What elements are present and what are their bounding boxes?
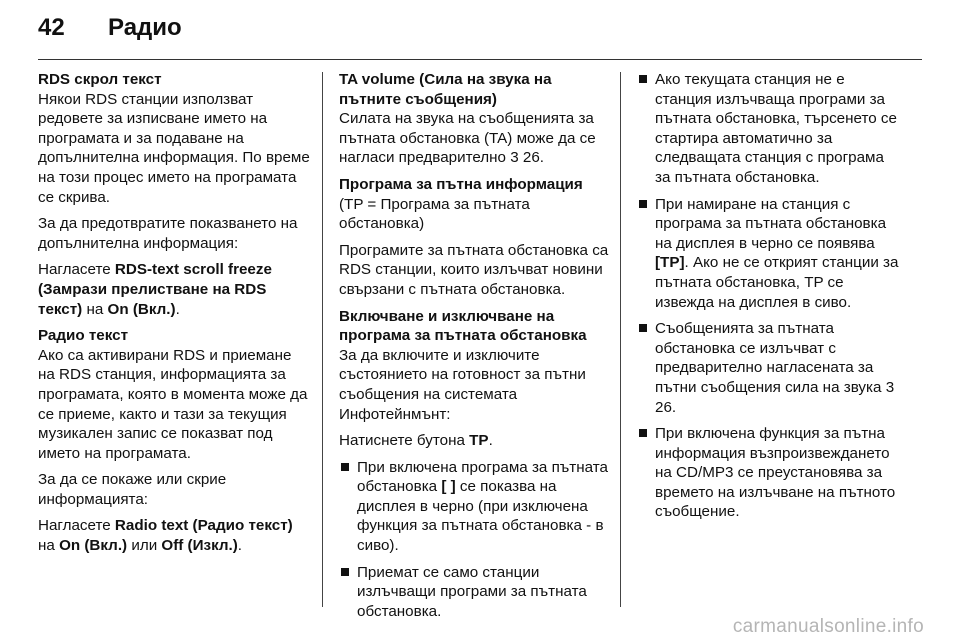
tp-button-instruction: Натиснете бутона TP. — [339, 432, 493, 450]
prevent-info-text: За да предотвратите показването на допълнителна информация: — [38, 215, 298, 252]
tp-toggle-section — [339, 307, 611, 425]
rds-scroll-section — [38, 70, 310, 207]
ta-volume-heading: TA volume (Сила на звука на пътните съобщения) — [339, 71, 552, 108]
bullet-square-icon — [639, 75, 647, 83]
tp-heading: Програма за пътна информация — [339, 175, 583, 193]
page-reference-icon: 3 — [510, 149, 519, 167]
radio-text-heading: Радио текст — [38, 327, 129, 345]
column-divider-2 — [620, 72, 621, 607]
column-3 — [637, 70, 903, 529]
tp-bullet-list-continued — [637, 70, 903, 522]
ta-volume-section: TA volume (Сила на звука на пътните съобщения) Силата на звука на съобщенията за пътната обстановка (TA) може да се нагласи предварително 3 26. — [339, 70, 611, 168]
section-title: Радио — [108, 14, 182, 41]
page-number: 42 — [38, 14, 65, 41]
list-item: Приемат се само станции излъчващи програми за пътната обстановка. — [339, 563, 611, 622]
tp-button-label: TP — [469, 432, 489, 450]
column-2 — [339, 70, 611, 628]
header-divider — [38, 59, 922, 60]
tp-indicator: [ ] — [441, 478, 456, 496]
tp-toggle-text: За да включите и изключите състоянието на готовност за пътни съобщения на системата Инфотейнмънт: — [339, 346, 586, 423]
off-option: Off (Изкл.) — [161, 537, 238, 555]
scroll-freeze-instruction: Нагласете RDS-text scroll freeze (Замрази прелистване на RDS текст) на On (Вкл.). — [38, 261, 272, 318]
column-1 — [38, 70, 310, 563]
column-divider-1 — [322, 72, 323, 607]
page-header — [38, 14, 182, 50]
radio-text-menu-item: Radio text (Радио текст) — [114, 517, 293, 535]
rds-scroll-text: Някои RDS станции използват редовете за изписване името на програмата и за подаване на допълнителна информация. По време на този процес името на програмата се скрива. — [38, 90, 310, 206]
list-item: Ако текущата станция не е станция излъчваща програми за пътната обстановка, търсенето се стартира автоматично за следващата станция с програма за пътната обстановка. — [637, 70, 903, 188]
scroll-freeze-menu-item: RDS-text scroll freeze (Замрази прелистване на RDS текст) — [38, 261, 272, 318]
tp-indicator: [TP] — [655, 254, 685, 272]
rds-scroll-heading: RDS скрол текст — [38, 71, 162, 88]
list-item: При намиране на станция с програма за пътната обстановка на дисплея в черно се появява [TP]. Ако не се открият станции за пътната обстановка, TP се извежда на дисплея в сиво. — [637, 195, 903, 313]
tp-description: Програмите за пътната обстановка са RDS станции, които излъчват новини свързани с пътната обстановка. — [339, 241, 609, 298]
bullet-square-icon — [639, 200, 647, 208]
radio-text-instruction: Нагласете Radio text (Радио текст) на On (Вкл.) или Off (Изкл.). — [38, 517, 293, 555]
on-option: On (Вкл.) — [59, 537, 128, 555]
list-item: Съобщенията за пътната обстановка се излъчват с предварително нагласената за пътни съобщения сила на звука 3 26. — [637, 319, 903, 417]
tp-section — [339, 175, 611, 234]
bullet-square-icon — [341, 463, 349, 471]
tp-definition: (TP = Програма за пътната обстановка) — [339, 195, 530, 233]
tp-toggle-heading: Включване и изключване на програма за пътната обстановка — [339, 307, 587, 345]
bullet-square-icon — [341, 568, 349, 576]
radio-text-body: Ако са активирани RDS и приемане на RDS станция, информацията за програмата, която в момента може да се приеме, както и тази за текущия музикален запис се показват под името на програмата. — [38, 346, 308, 462]
bullet-square-icon — [639, 324, 647, 332]
page-reference-icon: 3 — [885, 378, 895, 396]
list-item: При включена функция за пътна информация възпроизвеждането на CD/MP3 се преустановява за времето на излъчване на пътното съобщение. — [637, 424, 903, 522]
radio-text-section — [38, 326, 310, 463]
show-hide-text: За да се покаже или скрие информацията: — [38, 471, 227, 508]
on-option: On (Вкл.) — [107, 300, 176, 318]
watermark: carmanualsonline.info — [732, 616, 924, 637]
tp-bullet-list — [339, 458, 611, 622]
list-item: При включена програма за пътната обстановка [ ] се показва на дисплея в черно (при изключена функция за пътната обстановка - в сиво). — [339, 458, 611, 556]
bullet-square-icon — [639, 429, 647, 437]
